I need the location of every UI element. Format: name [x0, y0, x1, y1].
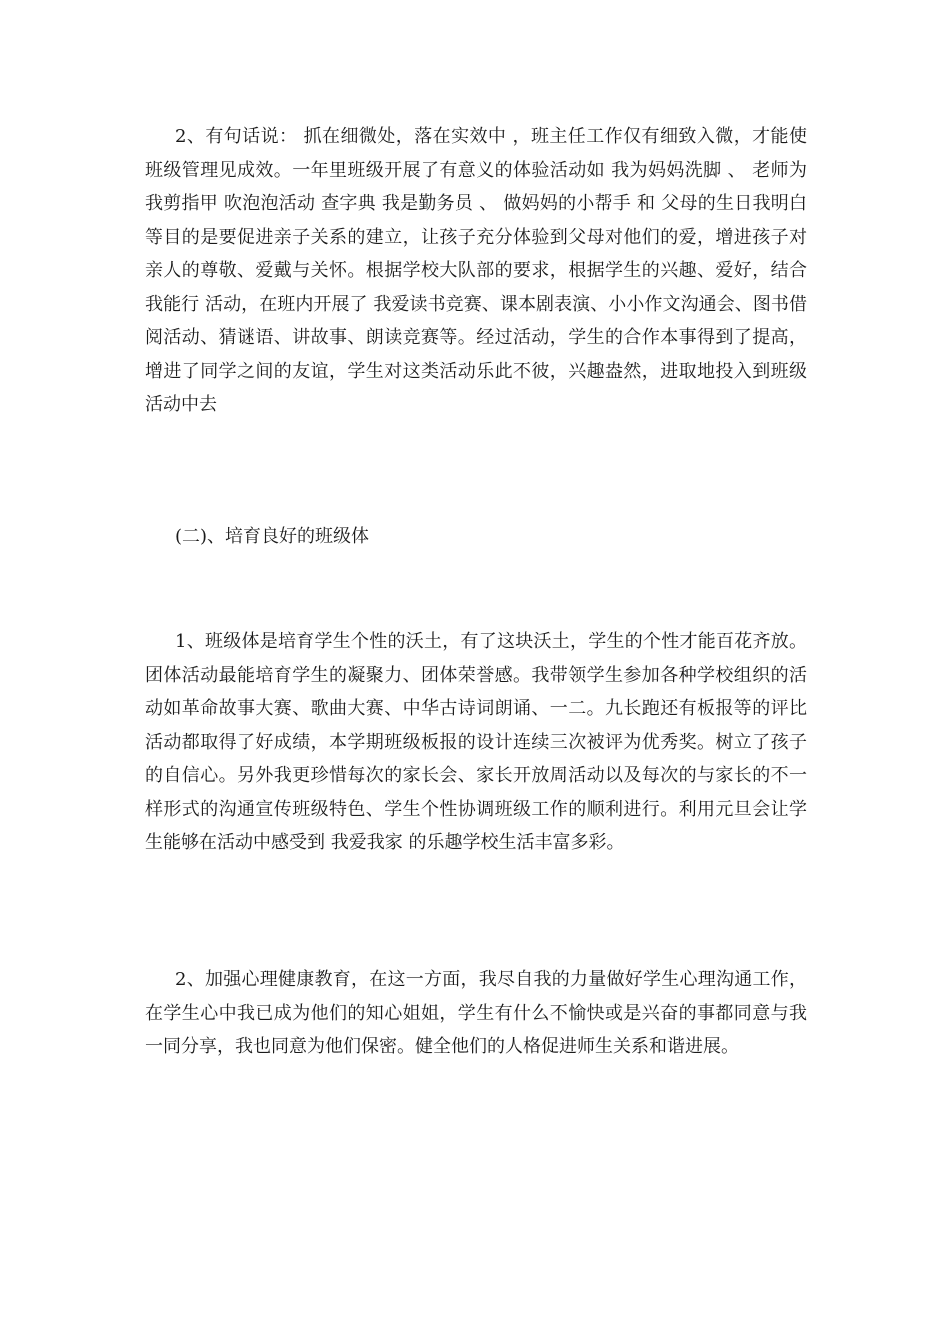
- section-heading: (二)、培育良好的班级体: [175, 526, 370, 547]
- paragraph-activities: 2、有句话说： 抓在细微处，落在实效中 ，班主任工作仅有细致入微，才能使班级管理见成效。一年里班级开展了有意义的体验活动如 我为妈妈洗脚 、 老师为我剪指甲 吹泡泡活动 查字典 我是勤务员 、 做妈妈的小帮手 和 父母的生日我明白 等目的是要促进亲子关系的建立，让孩子充分体验到父母对他们的爱，增进孩子对亲人的尊敬、爱戴与关怀。根据学校大队部的要求，根据学生的兴趣、爱好，结合 我能行 活动，在班内开展了 我爱读书竞赛、课本剧表演、小小作文沟通会、图书借阅活动、猜谜语、讲故事、朗读竞赛等。经过活动，学生的合作本事得到了提高，增进了同学之间的友谊，学生对这类活动乐此不彼，兴趣盎然，进取地投入到班级活动中去: [145, 126, 807, 415]
- paragraph-mental-health: 2、加强心理健康教育，在这一方面，我尽自我的力量做好学生心理沟通工作，在学生心中我已成为他们的知心姐姐，学生有什么不愉快或是兴奋的事都同意与我一同分享，我也同意为他们保密。健全他们的人格促进师生关系和谐进展。: [145, 969, 807, 1057]
- paragraph-class-collective: 1、班级体是培育学生个性的沃土，有了这块沃土，学生的个性才能百花齐放。团体活动最能培育学生的凝聚力、团体荣誉感。我带领学生参加各种学校组织的活动如革命故事大赛、歌曲大赛、中华古诗词朗诵、一二。九长跑还有板报等的评比活动都取得了好成绩，本学期班级板报的设计连续三次被评为优秀奖。树立了孩子的自信心。另外我更珍惜每次的家长会、家长开放周活动以及每次的与家长的不一样形式的沟通宣传班级特色、学生个性协调班级工作的顺利进行。利用元旦会让学生能够在活动中感受到 我爱我家 的乐趣学校生活丰富多彩。: [145, 631, 807, 853]
